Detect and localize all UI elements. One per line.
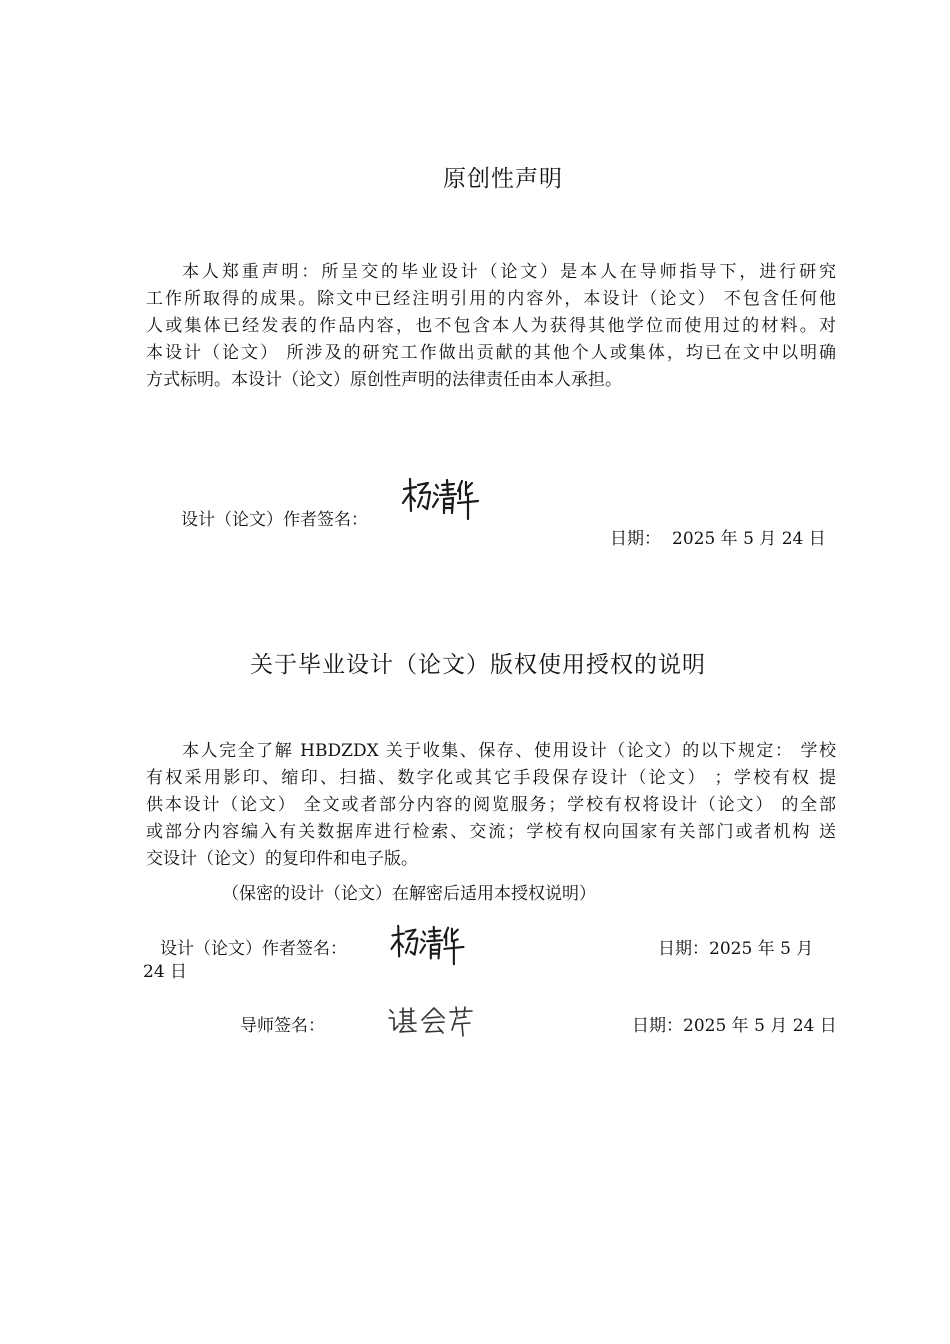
authorization-line: 本人完全了解 HBDZDX 关于收集、保存、使用设计（论文）的以下规定： 学校: [182, 741, 836, 761]
declaration-line: 人或集体已经发表的作品内容，也不包含本人为获得其他学位而使用过的材料。对: [146, 316, 836, 336]
authorization-line: 供本设计（论文） 全文或者部分内容的阅览服务；学校有权将设计（论文） 的全部: [146, 795, 836, 815]
authorization-line: 有权采用影印、缩印、扫描、数字化或其它手段保存设计（论文） ；学校有权 提: [146, 768, 836, 788]
confidential-note: （保密的设计（论文）在解密后适用本授权说明）: [222, 884, 596, 904]
author-signature-image: [400, 475, 480, 525]
declaration-paragraph: [146, 259, 836, 394]
declaration-line: 方式标明。本设计（论文）原创性声明的法律责任由本人承担。: [146, 370, 622, 390]
declaration-title: 原创性声明: [443, 166, 563, 192]
declaration-line: 本人郑重声明：所呈交的毕业设计（论文）是本人在导师指导下，进行研究: [182, 262, 836, 282]
declaration-date-label: 日期：: [610, 529, 661, 549]
declaration-line: 工作所取得的成果。除文中已经注明引用的内容外，本设计（论文） 不包含任何他: [146, 289, 836, 309]
author-sign-label: 设计（论文）作者签名：: [160, 939, 347, 959]
authorization-line: 交设计（论文）的复印件和电子版。: [146, 849, 418, 869]
authorization-title: 关于毕业设计（论文）版权使用授权的说明: [250, 652, 706, 678]
author-date-continued: 24 日: [143, 962, 188, 982]
advisor-signature-image: [386, 1004, 476, 1038]
declaration-date-value: 2025 年 5 月 24 日: [672, 529, 826, 549]
advisor-sign-label: 导师签名：: [240, 1016, 325, 1036]
author-date: 日期：2025 年 5 月: [658, 939, 814, 959]
declaration-line: 本设计（论文） 所涉及的研究工作做出贡献的其他个人或集体，均已在文中以明确: [146, 343, 836, 363]
authorization-paragraph: [146, 738, 836, 873]
authorization-line: 或部分内容编入有关数据库进行检索、交流；学校有权向国家有关部门或者机构 送: [146, 822, 836, 842]
author-signature-image: [386, 922, 468, 970]
author-sign-label: 设计（论文）作者签名：: [181, 510, 368, 530]
advisor-date: 日期：2025 年 5 月 24 日: [632, 1016, 837, 1036]
